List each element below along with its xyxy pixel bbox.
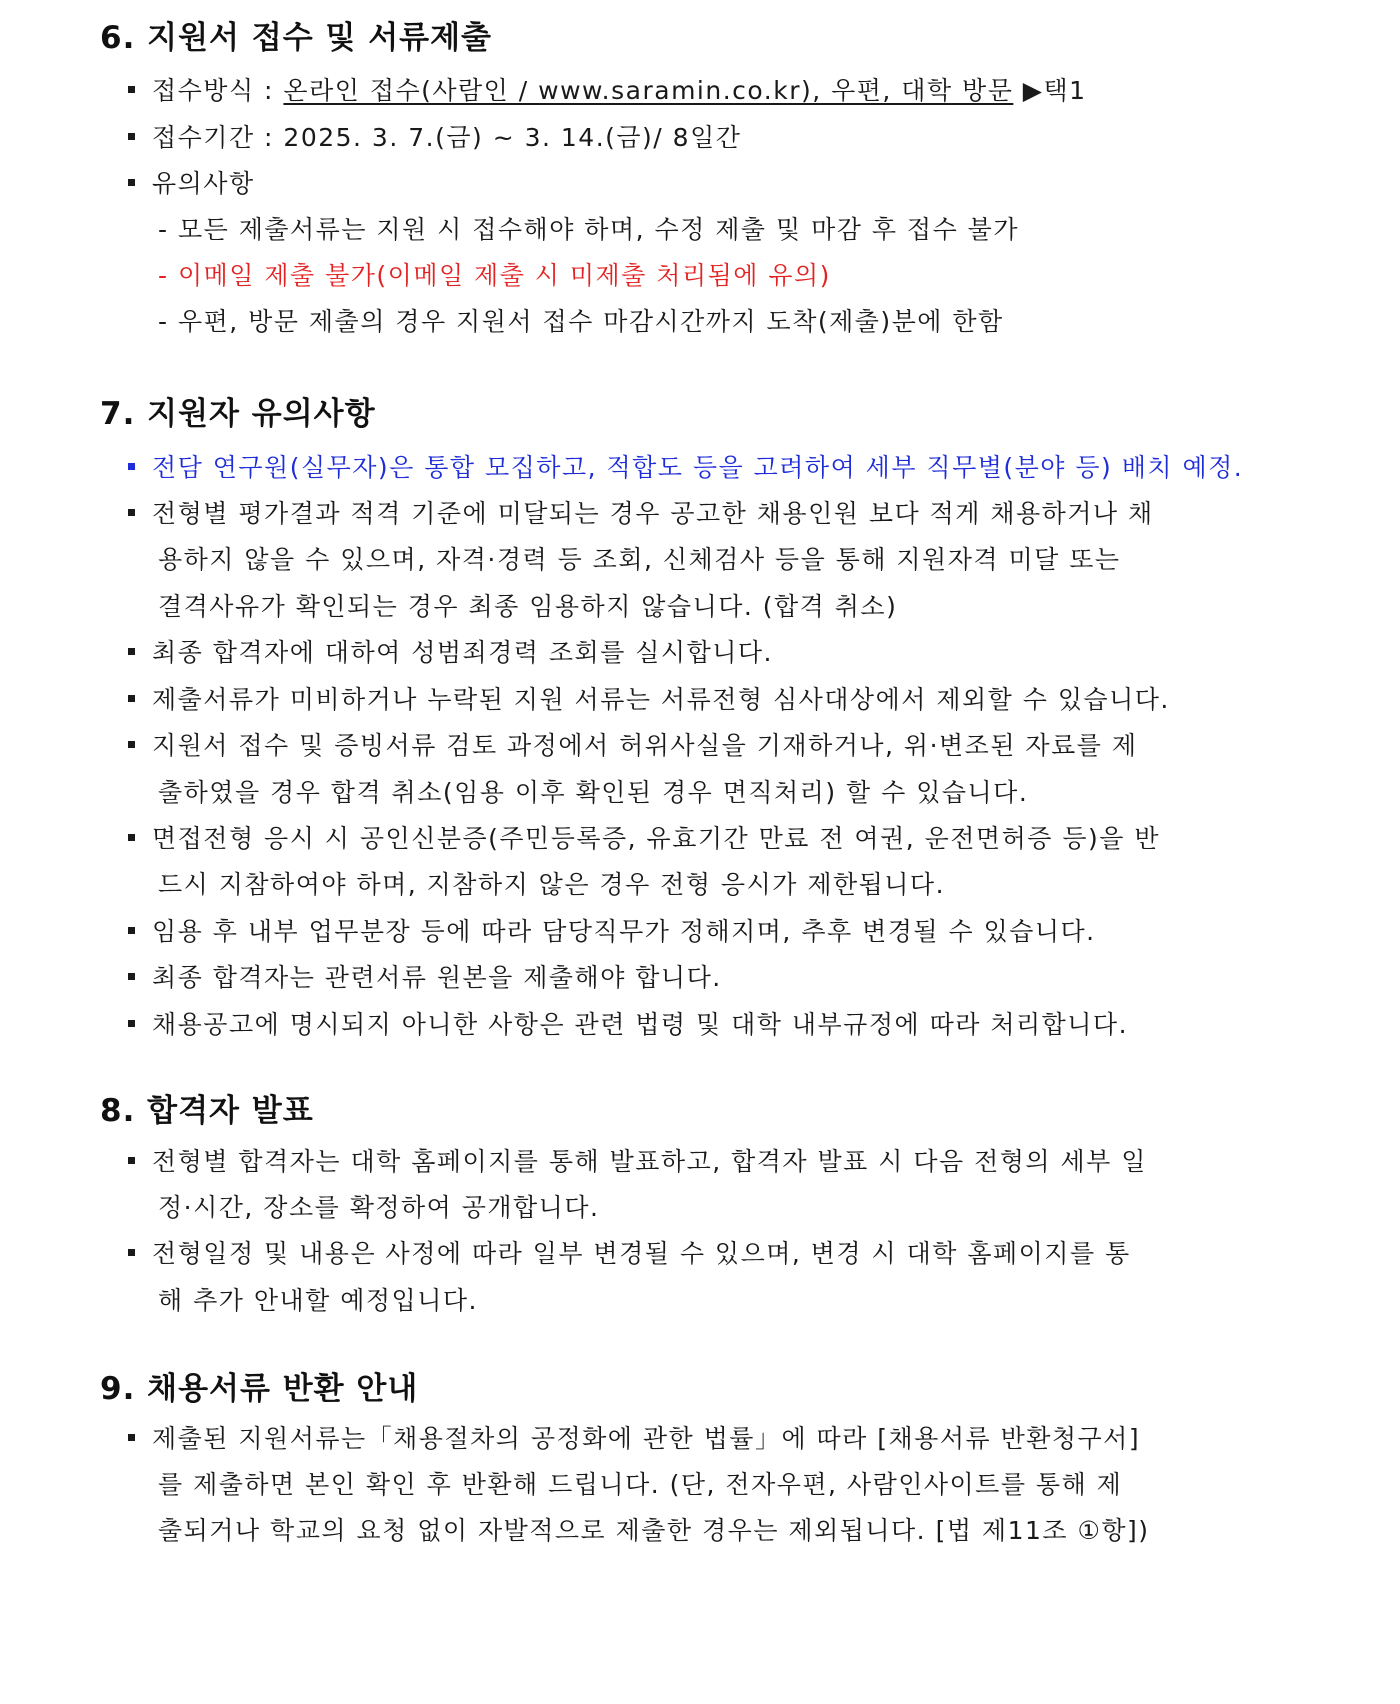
receipt-method-value: 온라인 접수(사람인 / www.saramin.co.kr), 우편, 대학 방문	[283, 76, 1014, 105]
applicant-note-3-text: 최종 합격자에 대하여 성범죄경력 조회를 실시합니다.	[152, 638, 773, 667]
section-6-title: 6. 지원서 접수 및 서류제출	[100, 20, 492, 56]
applicant-note-3	[128, 636, 773, 670]
note-1: - 모든 제출서류는 지원 시 접수해야 하며, 수정 제출 및 마감 후 접수 불가	[158, 215, 1019, 244]
receipt-method-choice: ▶택1	[1013, 76, 1087, 105]
applicant-note-2-line-2: 용하지 않을 수 있으며, 자격·경력 등 조회, 신체검사 등을 통해 지원자격 미달 또는	[158, 545, 1121, 574]
applicant-note-8	[128, 961, 722, 995]
bullet-icon	[128, 179, 135, 186]
note-3: - 우편, 방문 제출의 경우 지원서 접수 마감시간까지 도착(제출)분에 한함	[158, 307, 1004, 336]
applicant-note-6-line-1: 면접전형 응시 시 공인신분증(주민등록증, 유효기간 만료 전 여권, 운전면허증 등)을 반	[152, 824, 1160, 853]
applicant-note-1	[128, 451, 1243, 485]
bullet-icon	[128, 973, 135, 980]
section-8-title: 8. 합격자 발표	[100, 1093, 314, 1129]
receipt-period-text: 접수기간 : 2025. 3. 7.(금) ~ 3. 14.(금)/ 8일간	[152, 123, 742, 152]
document-return-item	[128, 1422, 1140, 1456]
applicant-note-5-line-2: 출하였을 경우 합격 취소(임용 이후 확인된 경우 면직처리) 할 수 있습니다.	[158, 778, 1029, 807]
applicant-note-7	[128, 915, 1096, 949]
bullet-icon	[128, 1434, 135, 1441]
bullet-icon	[128, 1020, 135, 1027]
applicant-note-2-line-3: 결격사유가 확인되는 경우 최종 임용하지 않습니다. (합격 취소)	[158, 592, 898, 621]
announcement-item-1-line-2: 정·시간, 장소를 확정하여 공개합니다.	[158, 1193, 600, 1222]
receipt-method-item	[128, 74, 1087, 108]
notes-title: 유의사항	[152, 169, 255, 198]
receipt-period-item	[128, 121, 741, 155]
applicant-note-6	[128, 822, 1160, 856]
section-9-title: 9. 채용서류 반환 안내	[100, 1371, 419, 1407]
bullet-icon	[128, 648, 135, 655]
applicant-note-6-line-2: 드시 지참하여야 하며, 지참하지 않은 경우 전형 응시가 제한됩니다.	[158, 870, 946, 899]
bullet-icon	[128, 741, 135, 748]
announcement-item-1-line-1: 전형별 합격자는 대학 홈페이지를 통해 발표하고, 합격자 발표 시 다음 전형의 세부 일	[152, 1147, 1147, 1176]
bullet-icon	[128, 133, 135, 140]
announcement-item-1	[128, 1145, 1147, 1179]
applicant-note-9-text: 채용공고에 명시되지 아니한 사항은 관련 법령 및 대학 내부규정에 따라 처리합니다.	[152, 1010, 1129, 1039]
announcement-item-2-line-2: 해 추가 안내할 예정입니다.	[158, 1286, 478, 1315]
document-return-line-1: 제출된 지원서류는「채용절차의 공정화에 관한 법률」에 따라 [채용서류 반환청구서]	[152, 1424, 1141, 1453]
applicant-note-4	[128, 683, 1170, 717]
applicant-note-5-line-1: 지원서 접수 및 증빙서류 검토 과정에서 허위사실을 기재하거나, 위·변조된 자료를 제	[152, 731, 1138, 760]
bullet-icon	[128, 1249, 135, 1256]
document-return-line-2: 를 제출하면 본인 확인 후 반환해 드립니다. (단, 전자우편, 사람인사이트를 통해 제	[158, 1470, 1123, 1499]
bullet-icon	[128, 695, 135, 702]
announcement-item-2	[128, 1237, 1131, 1271]
bullet-icon	[128, 509, 135, 516]
bullet-icon	[128, 86, 135, 93]
applicant-note-2-line-1: 전형별 평가결과 적격 기준에 미달되는 경우 공고한 채용인원 보다 적게 채용하거나 채	[152, 499, 1154, 528]
bullet-icon	[128, 834, 135, 841]
applicant-note-5	[128, 729, 1137, 763]
bullet-icon	[128, 927, 135, 934]
note-2-warning: - 이메일 제출 불가(이메일 제출 시 미제출 처리됨에 유의)	[158, 261, 831, 290]
applicant-note-2	[128, 497, 1154, 531]
applicant-note-8-text: 최종 합격자는 관련서류 원본을 제출해야 합니다.	[152, 963, 722, 992]
applicant-note-7-text: 임용 후 내부 업무분장 등에 따라 담당직무가 정해지며, 추후 변경될 수 있습니다.	[152, 917, 1096, 946]
bullet-icon	[128, 1157, 135, 1164]
announcement-item-2-line-1: 전형일정 및 내용은 사정에 따라 일부 변경될 수 있으며, 변경 시 대학 홈페이지를 통	[152, 1239, 1131, 1268]
applicant-note-9	[128, 1008, 1128, 1042]
applicant-note-4-text: 제출서류가 미비하거나 누락된 지원 서류는 서류전형 심사대상에서 제외할 수 있습니다.	[152, 685, 1170, 714]
receipt-method-label: 접수방식 :	[152, 76, 284, 105]
notes-item	[128, 167, 255, 201]
bullet-icon	[128, 463, 135, 470]
document-return-line-3: 출되거나 학교의 요청 없이 자발적으로 제출한 경우는 제외됩니다. [법 제11조 ①항])	[158, 1516, 1150, 1545]
applicant-note-1-text: 전담 연구원(실무자)은 통합 모집하고, 적합도 등을 고려하여 세부 직무별(분야 등) 배치 예정.	[152, 453, 1244, 482]
section-7-title: 7. 지원자 유의사항	[100, 396, 376, 432]
